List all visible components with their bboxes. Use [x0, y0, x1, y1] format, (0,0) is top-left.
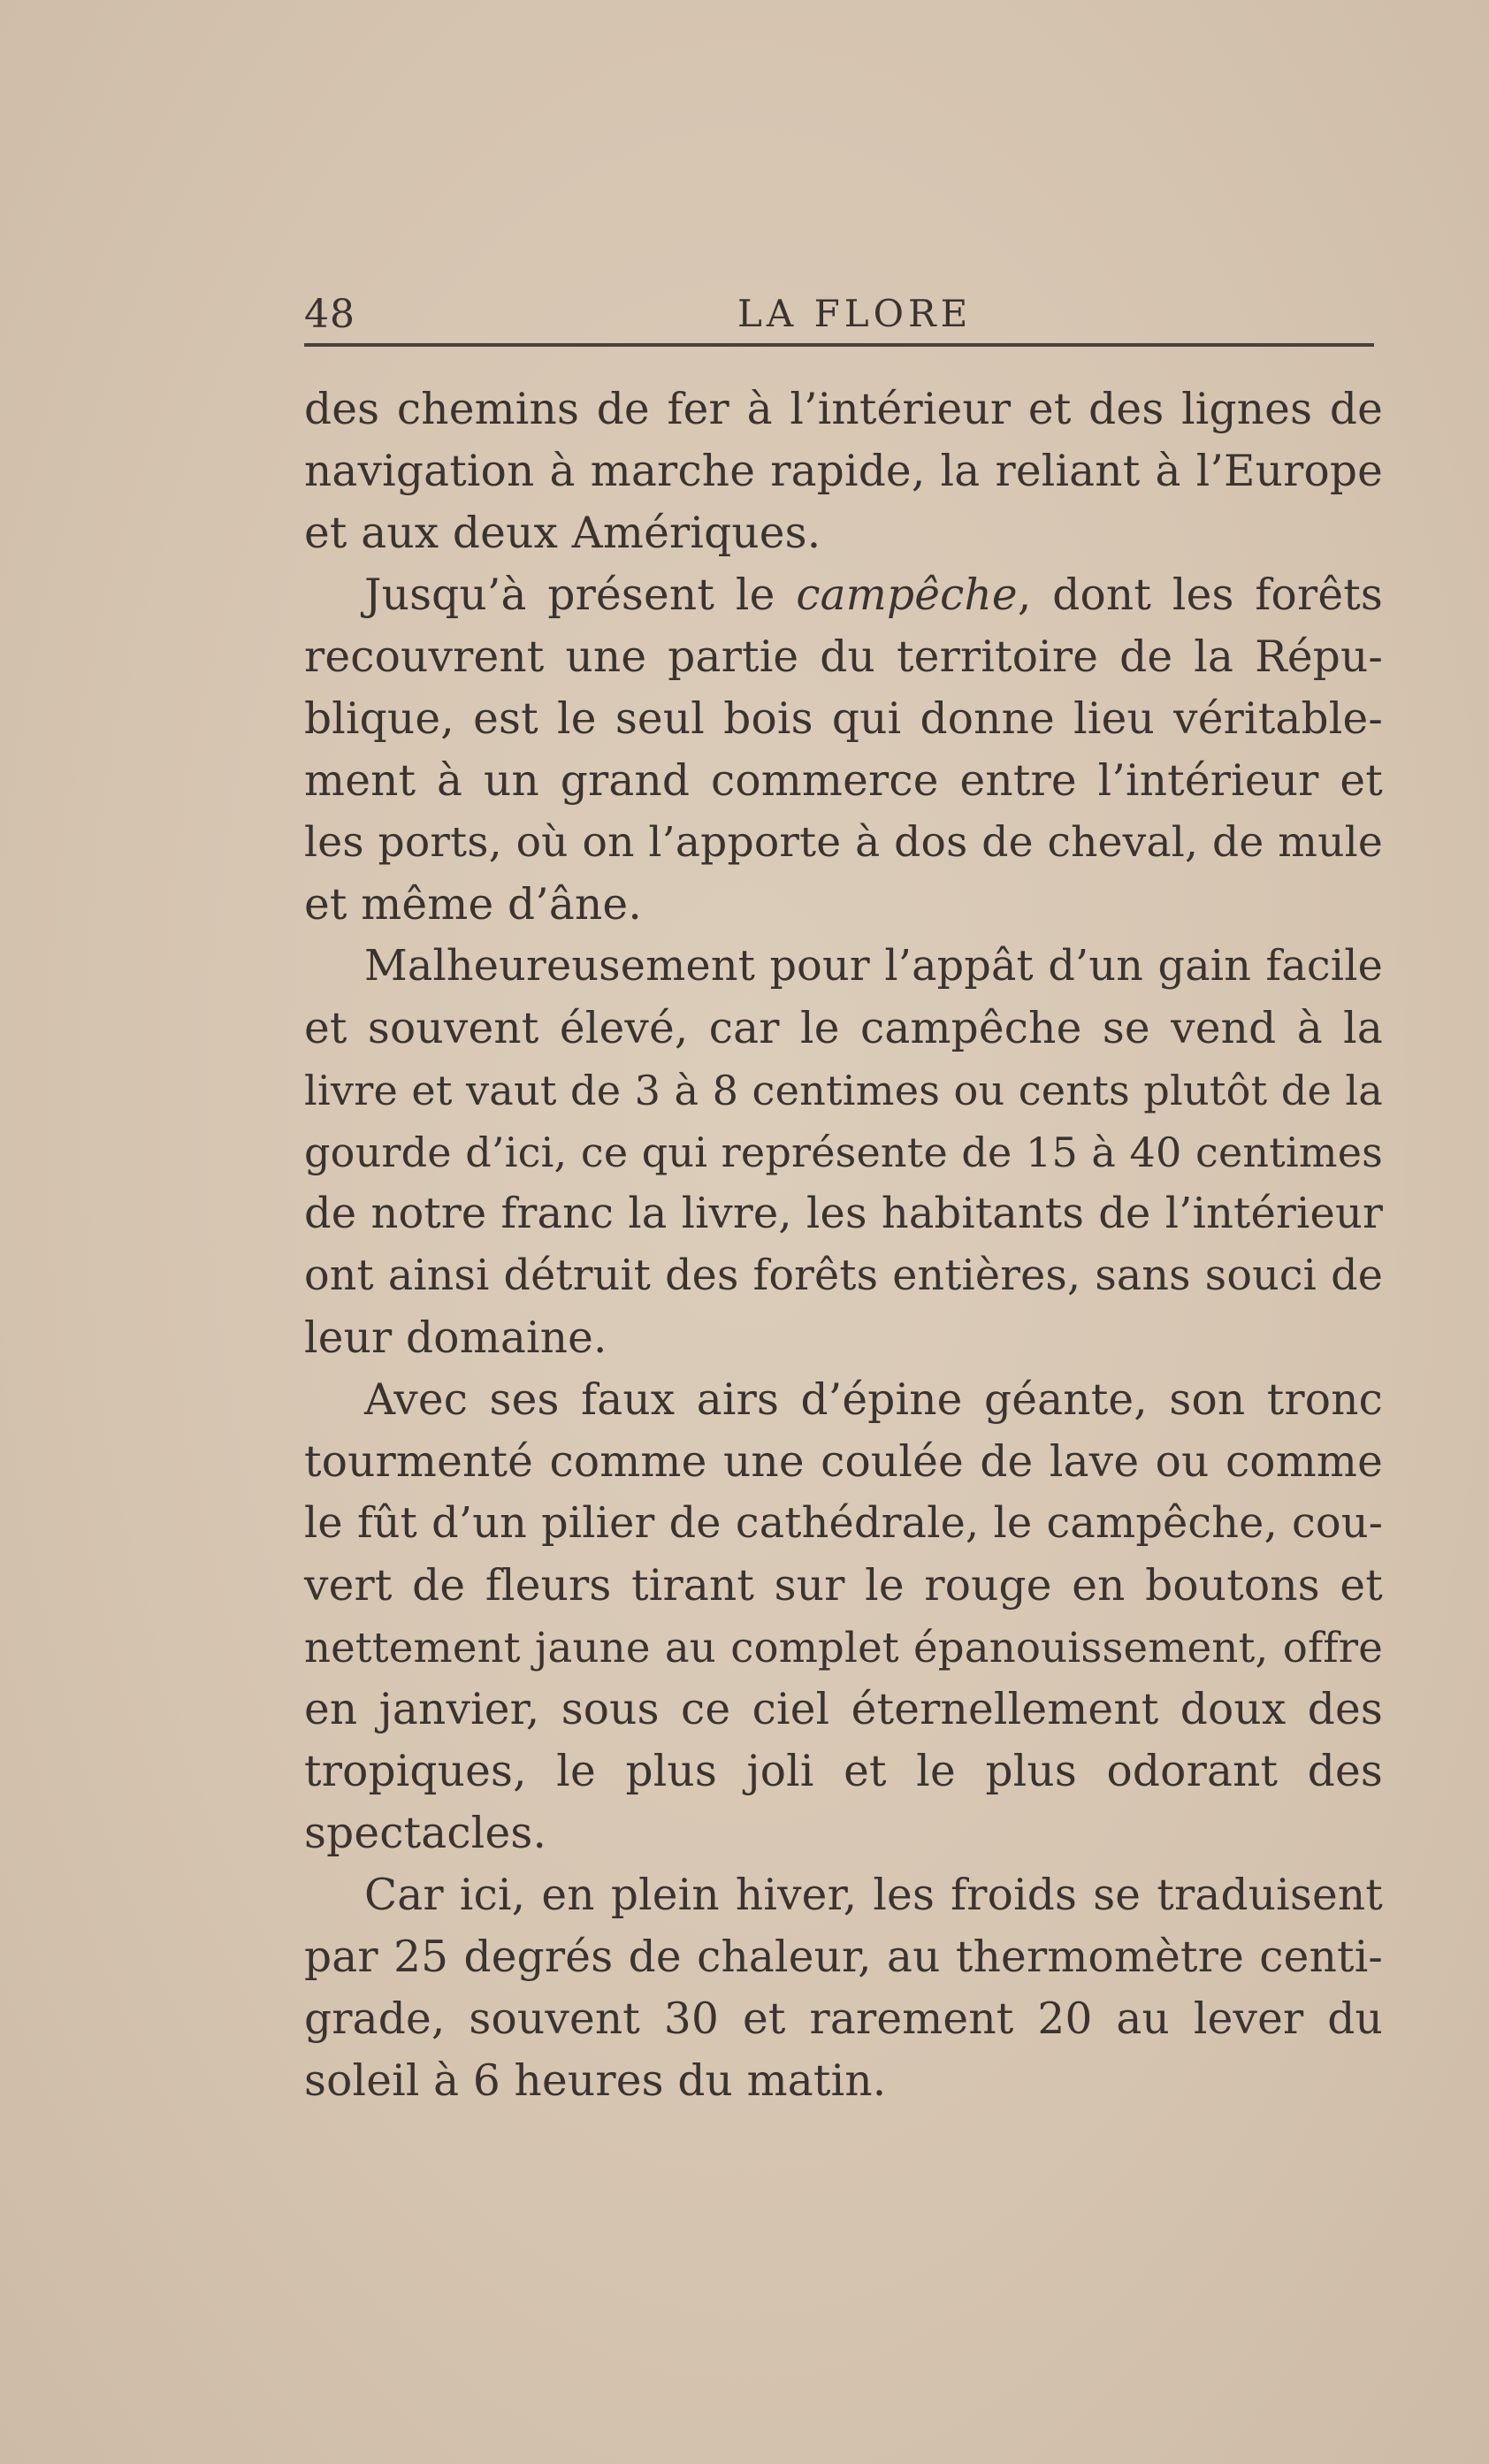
- text-line: grade, souvent 30 et rarement 20 au lever du: [304, 1994, 1383, 2044]
- text-line: vert de fleurs tirant sur le rouge en boutons et: [304, 1561, 1383, 1611]
- text-line: de notre franc la livre, les habitants de l’intérieur: [304, 1190, 1383, 1238]
- text-segment: , dont les forêts: [1017, 570, 1384, 620]
- text-line: tropiques, le plus joli et le plus odorant des: [304, 1747, 1383, 1796]
- text-segment: Jusqu’à présent le: [364, 570, 797, 620]
- text-line: en janvier, sous ce ciel éternellement doux des: [304, 1685, 1383, 1734]
- text-line: par 25 degrés de chaleur, au thermomètre centi-: [304, 1932, 1383, 1982]
- text-line: blique, est le seul bois qui donne lieu véritable-: [304, 694, 1383, 744]
- text-line: ment à un grand commerce entre l’intérieur et: [304, 756, 1383, 806]
- text-line: spectacles.: [304, 1809, 547, 1858]
- page-number: 48: [304, 292, 355, 337]
- text-line: Malheureusement pour l’appât d’un gain facile: [364, 942, 1383, 991]
- text-line: et souvent élevé, car le campêche se vend à la: [304, 1004, 1383, 1053]
- text-line: les ports, où on l’apporte à dos de cheval, de mule: [304, 818, 1383, 867]
- text-line: Avec ses faux airs d’épine géante, son tronc: [364, 1375, 1383, 1425]
- italic-term: campêche: [796, 570, 1018, 620]
- text-line: leur domaine.: [304, 1313, 607, 1363]
- text-line: des chemins de fer à l’intérieur et des lignes de: [304, 385, 1383, 434]
- text-line: nettement jaune au complet épanouissement, offre: [304, 1624, 1383, 1672]
- body-text: [304, 379, 1383, 2112]
- text-line: [304, 564, 1383, 626]
- text-line: et aux deux Amériques.: [304, 509, 821, 558]
- text-line: gourde d’ici, ce qui représente de 15 à 40 centimes: [304, 1129, 1383, 1176]
- text-line: recouvrent une partie du territoire de la Répu-: [304, 632, 1383, 682]
- text-line: Car ici, en plein hiver, les froids se traduisent: [364, 1871, 1383, 1920]
- text-line: soleil à 6 heures du matin.: [304, 2056, 887, 2106]
- text-line: ont ainsi détruit des forêts entières, sans souci de: [304, 1251, 1383, 1300]
- text-line: navigation à marche rapide, la reliant à l’Europe: [304, 447, 1383, 496]
- header-rule: [304, 343, 1374, 347]
- text-line: tourmenté comme une coulée de lave ou comme: [304, 1437, 1383, 1487]
- text-line: livre et vaut de 3 à 8 centimes ou cents plutôt de la: [304, 1067, 1383, 1114]
- text-line: le fût d’un pilier de cathédrale, le campêche, cou-: [304, 1499, 1383, 1548]
- running-title: LA FLORE: [737, 292, 973, 335]
- text-line: et même d’âne.: [304, 880, 642, 930]
